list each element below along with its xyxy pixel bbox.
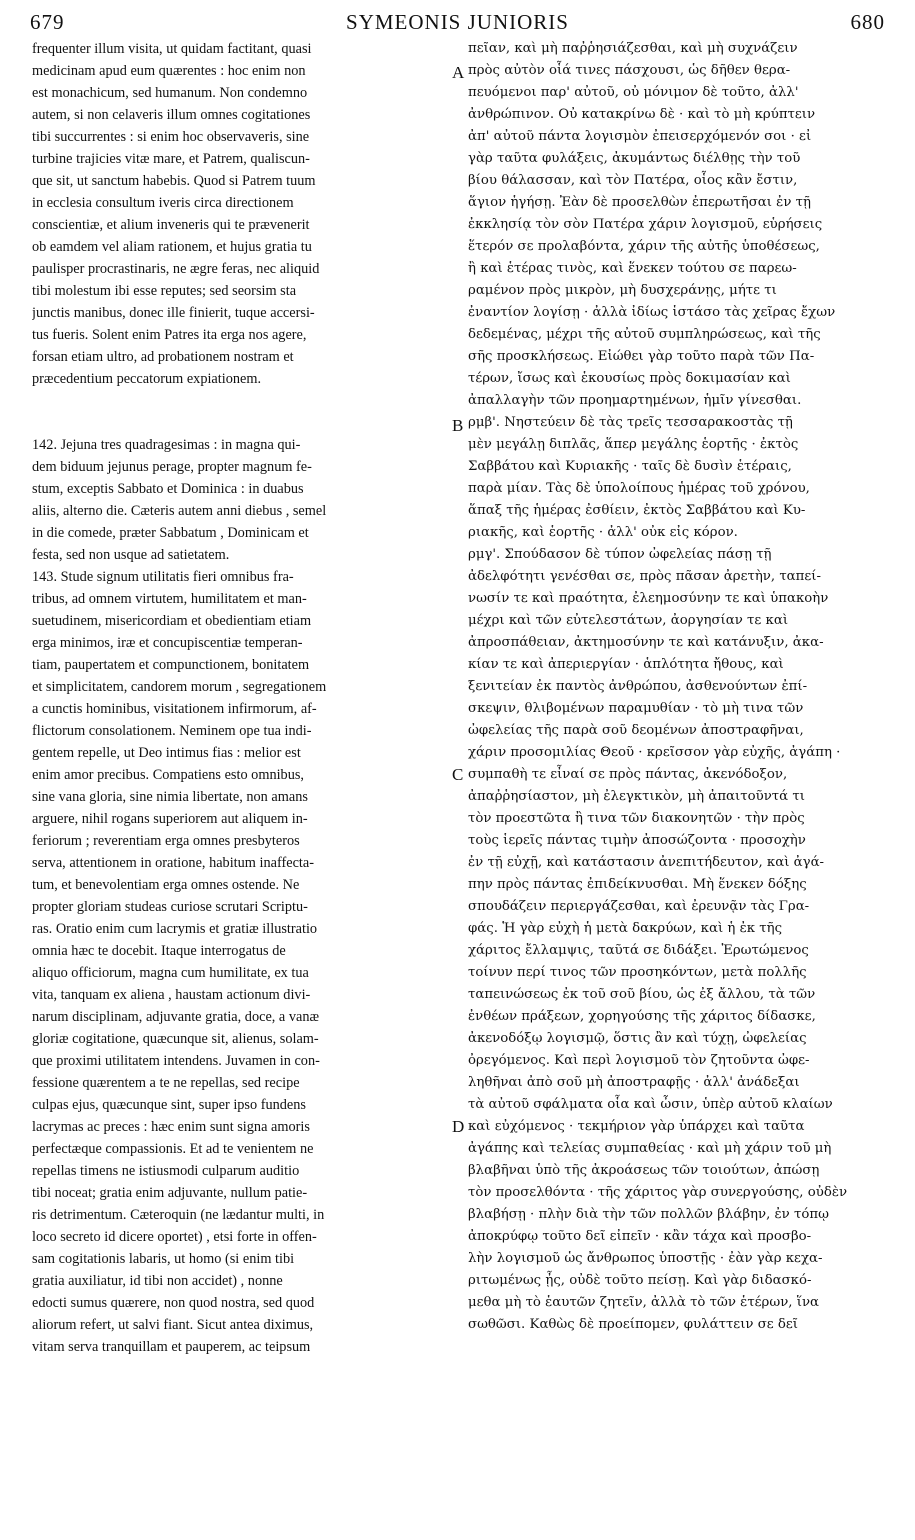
- text-line: καὶ εὐχόμενος · τεκμήριον γὰρ ὑπάρχει καὶ ταῦτα: [468, 1119, 805, 1134]
- text-line: πεῖαν, καὶ μὴ παῤῥησιάζεσθαι, καὶ μὴ συχνάζειν: [468, 41, 798, 56]
- text-line: culpas ejus, quæcunque sint, super ipso fundens: [32, 1097, 306, 1113]
- text-line: συμπαθὴ τε εἶναί σε πρὸς πάντας, ἀκενόδοξον,: [468, 767, 788, 782]
- text-line: lacrymas ac preces : hæc enim sunt signa amoris: [32, 1119, 310, 1135]
- text-line: ρμβ'. Νηστεύειν δὲ τὰς τρεῖς τεσσαρακοστὰς τῇ: [468, 415, 793, 430]
- margin-marker-a: A: [452, 63, 465, 82]
- text-line: in die comede, præter Sabbatum , Dominicam et: [32, 525, 309, 541]
- text-line: [32, 412, 440, 434]
- text-line: ληθῆναι ἀπὸ σοῦ μὴ ἀποστραφῇς · ἀλλ' ἀνάδεξαι: [468, 1075, 800, 1090]
- text-line: Σαββάτου καὶ Κυριακῆς · ταῖς δὲ δυσὶν ἑτέραις,: [468, 459, 792, 474]
- text-line: ὠφελείας τῆς παρὰ σοῦ δεομένων ἀποστραφῆναι,: [468, 723, 804, 738]
- text-line: ριτωμένως ᾖς, οὐδὲ τοῦτο πείσῃ. Καὶ γὰρ διδασκό-: [468, 1273, 812, 1288]
- text-line: narum disciplinam, adjuvante gratia, doce, a vanæ: [32, 1009, 320, 1025]
- text-line: τοὺς ἱερεῖς πάντας τιμὴν ἀποσώζοντα · προσοχὴν: [468, 833, 806, 848]
- text-line: omnia hæc te docebit. Itaque interrogatus de: [32, 943, 286, 959]
- text-line: ris detrimentum. Cæteroquin (ne lædantur multi, in: [32, 1207, 325, 1223]
- text-line: est monachicum, sed humanum. Non condemno: [32, 85, 308, 101]
- text-line: frequenter illum visita, ut quidam factitant, quasi: [32, 41, 312, 57]
- running-header: [30, 10, 885, 36]
- text-line: ἐναντίον λογίσῃ · ἀλλὰ ἰδίως ἱστάσο τὰς χεῖρας ἔχων: [468, 305, 836, 320]
- text-line: tus fueris. Solent enim Patres ita erga nos agere,: [32, 327, 307, 343]
- latin-column: [32, 38, 440, 1358]
- text-line: enim amor precibus. Compatiens esto omnibus,: [32, 767, 304, 783]
- text-line: dem biduum jejunus perage, propter magnum fe-: [32, 459, 312, 475]
- margin-marker-c: C: [452, 765, 464, 784]
- text-line: χάριν προσομιλίας Θεοῦ · κρεῖσσον γὰρ εὐχῆς, ἀγάπη ·: [468, 745, 841, 760]
- text-line: festa, sed non usque ad satietatem.: [32, 547, 230, 563]
- text-line: ταπεινώσεως ἐκ τοῦ σοῦ βίου, ὡς ἐξ ἄλλου, τὰ τῶν: [468, 987, 816, 1002]
- text-line: gloriæ cogitatione, quæcunque sit, alienus, solam-: [32, 1031, 319, 1047]
- text-line: tribus, ad omnem virtutem, humilitatem et man-: [32, 591, 307, 607]
- text-line: tibi succurrentes : si enim hoc observaveris, sine: [32, 129, 310, 145]
- text-line: vitam serva tranquillam et pauperem, ac teipsum: [32, 1339, 311, 1355]
- text-line: que proximi utilitatem intendens. Juvamen in con-: [32, 1053, 320, 1069]
- text-line: 142. Jejuna tres quadragesimas : in magna qui-: [32, 437, 301, 453]
- text-line: in ecclesia consultum iveris circa directionem: [32, 195, 294, 211]
- text-line: aliquo officiorum, magna cum humilitate, ex tua: [32, 965, 309, 981]
- text-line: μεθα μὴ τὸ ἑαυτῶν ζητεῖν, ἀλλὰ τὸ τῶν ἑτέρων, ἵνα: [468, 1295, 820, 1310]
- text-line: σκεψιν, θλιβομένων παραμυθίαν · τὸ μὴ τινα τῶν: [468, 701, 804, 716]
- text-line: μέχρι καὶ τῶν εὐτελεστάτων, ἀοργησίαν τε καὶ: [468, 613, 789, 628]
- text-line: ἐκκλησίᾳ τὸν σὸν Πατέρα χάριν λογισμοῦ, εὑρήσεις: [468, 217, 823, 232]
- text-line: edocti sumus quærere, non quod nostra, sed quod: [32, 1295, 315, 1311]
- text-line: ἀποκρύφῳ τοῦτο δεῖ εἰπεῖν · κἂν τάχα καὶ προσβο-: [468, 1229, 812, 1244]
- text-line: ἀνθρώπινον. Οὐ κατακρίνω δὲ · καὶ τὸ μὴ κρύπτειν: [468, 107, 816, 122]
- text-line: ob eamdem vel aliam rationem, et hujus gratia tu: [32, 239, 312, 255]
- text-line: medicinam apud eum quærentes : hoc enim non: [32, 63, 306, 79]
- text-line: a cunctis hominibus, visitationem infirmorum, af-: [32, 701, 317, 717]
- text-line: τὰ αὐτοῦ σφάλματα οἷα καὶ ὦσιν, ὑπὲρ αὐτοῦ κλαίων: [468, 1097, 833, 1112]
- text-line: λὴν λογισμοῦ ὡς ἄνθρωπος ὑποστῇς · ἐὰν γὰρ κεχα-: [468, 1251, 823, 1266]
- text-line: aliis, alterno die. Cæteris autem anni diebus , semel: [32, 503, 327, 519]
- text-line: κίαν τε καὶ ἀπεριεργίαν · ἁπλότητα ἤθους, καὶ: [468, 657, 784, 672]
- text-line: gratia auxiliatur, id tibi non accidet) , nonne: [32, 1273, 283, 1289]
- text-line: βίου θάλασσαν, καὶ τὸν Πατέρα, οἷος κἂν ἔστιν,: [468, 173, 798, 188]
- text-line: πρὸς αὐτὸν οἷά τινες πάσχουσι, ὡς δῆθεν θερα-: [468, 63, 791, 78]
- text-line: autem, si non celaveris illum omnes cogitationes: [32, 107, 311, 123]
- text-line: paulisper procrastinaris, ne ægre feras, nec aliquid: [32, 261, 320, 277]
- text-line: νωσίν τε καὶ πραότητα, ἐλεημοσύνην τε καὶ ὑπακοὴν: [468, 591, 829, 606]
- text-line: ἐνθέων πράξεων, χορηγούσης τῆς χάριτος δίδασκε,: [468, 1009, 816, 1024]
- text-line: tiam, paupertatem et compunctionem, bonitatem: [32, 657, 310, 673]
- text-line: sam cogitationis labaris, ut homo (si enim tibi: [32, 1251, 295, 1267]
- text-line: fessione quærentem a te ne repellas, sed recipe: [32, 1075, 300, 1091]
- text-line: præcedentium peccatorum expiationem.: [32, 371, 262, 387]
- text-line: perfectæque compassionis. Et ad te venientem ne: [32, 1141, 314, 1157]
- text-line: conscientiæ, et alium inveneris qui te prævenerit: [32, 217, 310, 233]
- text-line: 143. Stude signum utilitatis fieri omnibus fra-: [32, 569, 294, 585]
- page-number-right: 680: [850, 10, 885, 34]
- text-line: serva, attentionem in oratione, habitum inaffecta-: [32, 855, 314, 871]
- text-line: aliorum refert, ut salvi fiant. Sicut antea diximus,: [32, 1317, 314, 1333]
- text-line: φάς. Ἡ γὰρ εὐχὴ ἡ μετὰ δακρύων, καὶ ἡ ἐκ τῆς: [468, 921, 783, 936]
- text-line: γὰρ ταῦτα φυλάξεις, ἀκυμάντως διέλθῃς τὴν τοῦ: [468, 151, 801, 166]
- text-line: feriorum ; reverentiam erga omnes presbyteros: [32, 833, 300, 849]
- text-line: ἀπαῤῥησίαστον, μὴ ἐλεγκτικὸν, μὴ ἀπαιτοῦντά τι: [468, 789, 805, 804]
- text-line: arguere, nihil rogans superiorem aut aliquem in-: [32, 811, 308, 827]
- text-line: μὲν μεγάλῃ διπλᾶς, ἅπερ μεγάλης ἑορτῆς · ἐκτὸς: [468, 437, 799, 452]
- text-line: sine vana gloria, sine nimia libertate, non amans: [32, 789, 308, 805]
- text-line: τοίνυν περί τινος τῶν προσηκόντων, μετὰ πολλῆς: [468, 965, 807, 980]
- text-line: turbine trajicies vitæ mare, et Patrem, qualiscun-: [32, 151, 310, 167]
- text-line: πην πρὸς πάντας ἐπιδείκνυσθαι. Μὴ ἕνεκεν δόξης: [468, 877, 807, 892]
- text-line: βλαβήσῃ · πλὴν διὰ τὴν τῶν πολλῶν βλάβην, ἐν τόπῳ: [468, 1207, 829, 1222]
- text-line: ἕτερόν σε προλαβόντα, χάριν τῆς αὐτῆς ὑποθέσεως,: [468, 239, 820, 254]
- running-title: SYMEONIS JUNIORIS: [346, 10, 569, 34]
- text-line: loco secreto id dicere oportet) , etsi forte in offen-: [32, 1229, 317, 1245]
- text-line: tibi molestum ibi esse reputes; sed seorsim sta: [32, 283, 297, 299]
- text-line: ριακῆς, καὶ ἑορτῆς · ἀλλ' οὐκ εἰς κόρον.: [468, 525, 738, 540]
- text-line: χάριτος ἔλλαμψις, ταῦτά σε διδάξει. Ἐρωτώμενος: [468, 943, 809, 958]
- text-line: suetudinem, misericordiam et obedientiam etiam: [32, 613, 312, 629]
- text-line: tibi noceat; gratia enim adjuvante, nullum patie-: [32, 1185, 308, 1201]
- text-line: propter gloriam studeas curiose scrutari Scriptu-: [32, 899, 308, 915]
- margin-marker-b: B: [452, 416, 464, 435]
- text-line: gentem repelle, ut Deo intimus fias : melior est: [32, 745, 301, 761]
- text-line: ἀδελφότητι γενέσθαι σε, πρὸς πᾶσαν ἀρετὴν, ταπεί-: [468, 569, 821, 584]
- text-line: ἀπροσπάθειαν, ἀκτημοσύνην τε καὶ κατάνυξιν, ἀκα-: [468, 635, 824, 650]
- text-line: junctis manibus, donec ille finierit, tuque accersi-: [32, 305, 315, 321]
- text-line: vita, tanquam ex aliena , haustam actionum divi-: [32, 987, 311, 1003]
- text-line: τὸν προσελθόντα · τῆς χάριτος γὰρ συνεργούσης, οὐδὲν: [468, 1185, 848, 1200]
- text-line: ἅγιον ἡγήσῃ. Ἐὰν δὲ προσελθὼν ἐπερωτῆσαι ἐν τῇ: [468, 195, 811, 210]
- text-line: flictorum consolationem. Neminem ope tua indi-: [32, 723, 312, 739]
- text-line: [32, 390, 440, 412]
- page-number-left: 679: [30, 10, 65, 34]
- text-line: ξενιτείαν ἐκ παντὸς ἀνθρώπου, ἀσθενούντων ἐπί-: [468, 679, 808, 694]
- text-line: forsan etiam ultro, ad probationem nostram et: [32, 349, 294, 365]
- text-line: παρὰ μίαν. Τὰς δὲ ὑπολοίπους ἡμέρας τοῦ χρόνου,: [468, 481, 810, 496]
- text-line: τὸν προεστῶτα ἢ τινα τῶν διακονητῶν · τὴν πρὸς: [468, 811, 805, 826]
- text-line: τέρων, ἴσως καὶ ἑκουσίως πρὸς δοκιμασίαν καὶ: [468, 371, 791, 386]
- text-line: βλαβῆναι ὑπὸ τῆς ἀκροάσεως τῶν τοιούτων, ἀπώσῃ: [468, 1163, 820, 1178]
- text-line: tum, et benevolentiam erga omnes ostende. Ne: [32, 877, 300, 893]
- text-line: erga minimos, iræ et concupiscentiæ temperan-: [32, 635, 303, 651]
- text-line: repellas timens ne istiusmodi culparum auditio: [32, 1163, 300, 1179]
- text-line: ἀπαλλαγὴν τῶν προημαρτημένων, ἡμῖν γίνεσθαι.: [468, 393, 802, 408]
- text-line: σῆς προσκλήσεως. Εἰώθει γὰρ τοῦτο παρὰ τῶν Πα-: [468, 349, 815, 364]
- text-line: ἐν τῇ εὐχῇ, καὶ κατάστασιν ἀνεπιτήδευτον, καὶ ἀγά-: [468, 855, 825, 870]
- text-line: σπουδάζειν περιεργάζεσθαι, καὶ ἐρευνᾷν τὰς Γρα-: [468, 899, 810, 914]
- text-line: que sit, ut sanctum habebis. Quod si Patrem tuum: [32, 173, 316, 189]
- text-line: πευόμενοι παρ' αὐτοῦ, οὐ μόνιμον δὲ τοῦτο, ἀλλ': [468, 85, 799, 100]
- greek-column: [468, 38, 884, 1336]
- text-line: ras. Oratio enim cum lacrymis et gratiæ illustratio: [32, 921, 318, 937]
- text-line: ἀγάπης καὶ τελείας συμπαθείας · καὶ μὴ χάριν τοῦ μὴ: [468, 1141, 832, 1156]
- text-line: ἅπαξ τῆς ἡμέρας ἐσθίειν, ἐκτὸς Σαββάτου καὶ Κυ-: [468, 503, 806, 518]
- text-line: σωθῶσι. Καθὼς δὲ προείπομεν, φυλάττειν σε δεῖ: [468, 1317, 799, 1332]
- text-line: δεδεμένας, μέχρι τῆς αὐτοῦ συμπληρώσεως, καὶ τῆς: [468, 327, 821, 342]
- margin-marker-d: D: [452, 1117, 465, 1136]
- text-line: ὀρεγόμενος. Καὶ περὶ λογισμοῦ τὸν ζητοῦντα ὠφε-: [468, 1053, 810, 1068]
- text-line: et simplicitatem, candorem morum , segregationem: [32, 679, 327, 695]
- text-line: ἢ καὶ ἑτέρας τινὸς, καὶ ἕνεκεν τούτου σε παρεω-: [468, 261, 797, 276]
- text-line: ραμένον πρὸς μικρὸν, μὴ δυσχεράνῃς, μήτε τι: [468, 283, 777, 298]
- text-line: ρμγ'. Σπούδασον δὲ τύπον ὠφελείας πάσῃ τῇ: [468, 547, 772, 562]
- text-line: ἀκενοδόξῳ λογισμῷ, ὅστις ἂν καὶ τύχῃ, ὠφελείας: [468, 1031, 807, 1046]
- text-line: stum, exceptis Sabbato et Dominica : in duabus: [32, 481, 304, 497]
- text-line: ἀπ' αὐτοῦ πάντα λογισμὸν ἐπεισερχόμενόν σοι · εἰ: [468, 129, 812, 144]
